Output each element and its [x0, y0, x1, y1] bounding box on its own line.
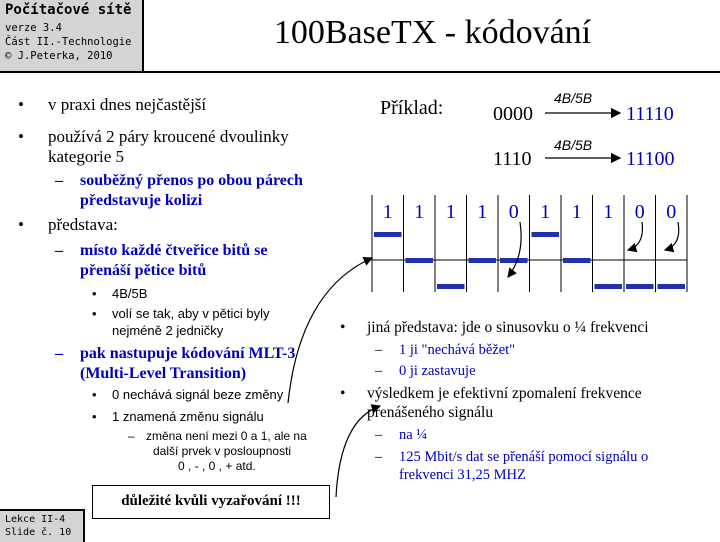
bit-label: 1	[571, 201, 582, 223]
slide-title: 100BaseTX - kódování	[273, 14, 592, 51]
note-text: důležité kvůli vyzařování !!!	[121, 493, 301, 509]
bit-label: 0	[508, 201, 519, 223]
copyright-text: © J.Peterka, 2010	[5, 50, 113, 62]
bit-label: 1	[445, 201, 456, 223]
bit-label: 0	[634, 201, 645, 223]
version-text: verze 3.4	[5, 22, 62, 34]
bit-label: 1	[603, 201, 614, 223]
row1-input: 0000	[493, 103, 533, 125]
part-text: Část II.-Technologie	[5, 36, 132, 48]
signal-level	[500, 258, 528, 263]
signal-level	[563, 258, 591, 263]
slide-number: Slide č. 10	[5, 527, 72, 538]
signal-level	[406, 258, 434, 263]
bit-label: 1	[477, 201, 488, 223]
pointer-arrow-2	[628, 222, 642, 250]
pointer-arrow-1	[508, 222, 521, 277]
row1-arrow-label: 4B/5B	[554, 90, 593, 106]
row1-output: 11110	[626, 103, 674, 125]
bit-label: 0	[666, 201, 677, 223]
example-label: Příklad:	[380, 97, 444, 119]
signal-level	[469, 258, 497, 263]
lesson-text: Lekce II-4	[5, 514, 66, 525]
signal-level	[437, 284, 465, 289]
connector-mlt3	[288, 258, 372, 403]
bit-label: 1	[414, 201, 425, 223]
bit-label: 1	[382, 201, 393, 223]
signal-level	[658, 284, 686, 289]
signal-level	[532, 232, 560, 237]
course-title: Počítačové sítě	[5, 2, 132, 18]
signal-level	[374, 232, 402, 237]
bit-label: 1	[540, 201, 551, 223]
row2-output: 11100	[626, 148, 675, 170]
row2-input: 1110	[493, 148, 532, 170]
pointer-arrow-3	[665, 222, 679, 250]
row2-arrow-label: 4B/5B	[554, 137, 593, 153]
signal-level	[626, 284, 654, 289]
signal-level	[595, 284, 623, 289]
